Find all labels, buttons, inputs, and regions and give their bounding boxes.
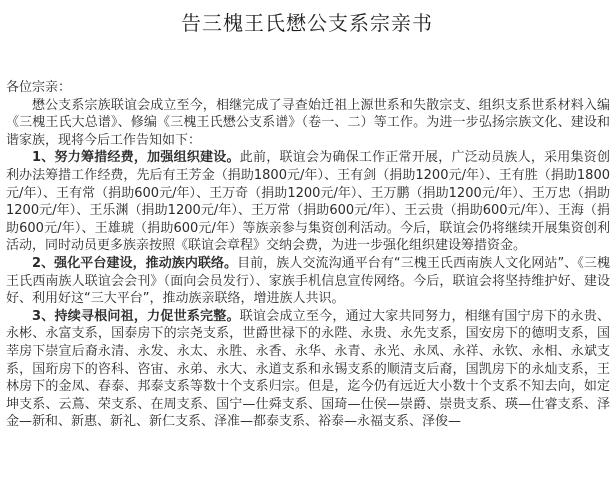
section-paragraph-1 (6, 149, 610, 255)
section-paragraph-3 (6, 308, 610, 431)
document-title: 告三槐王氏懋公支系宗亲书 (181, 11, 433, 35)
document-body (6, 79, 610, 431)
section-paragraph-2 (6, 255, 610, 308)
intro-paragraph: 懋公支系宗族联谊会成立至今，相继完成了寻查始迁祖上源世系和失散宗支、组织支系世系材料入编《三槐王氏大总谱》、修编《三槐王氏懋公支系谱》（卷一、二）等工作。为进一步弘扬宗族文化、建设和谐家族，现将今后工作告知如下： (6, 97, 610, 148)
salutation: 各位宗亲： (6, 80, 72, 95)
section-text-2: 目前，族人交流沟通平台有“三槐王氏西南族人文化网站”、《三槐王氏西南族人联谊会会刊》（面向会员发行）、家族手机信息宣传网络。今后，联谊会将坚持维护好、建设好、利用好这“三大平台”，推动族亲联络，增进族人共识。 (6, 255, 610, 307)
section-text-3: 联谊会成立至今，通过大家共同努力，相继有国宁房下的永贵、永彬、永富支系，国泰房下的宗尧支系，世爵世禄下的永陛、永贵、永先支系，国安房下的德明支系，国莘房下崇宣后裔永清、永发、永太、永胜、永香、永华、永青、永光、永凤、永祥、永钦、永相、永斌支系，国珩房下的咨科、咨宙、永弟、永大、永道支系和永锡支系的顺清支后裔，国凯房下的永灿支系，王林房下的金凤、春泰、邦泰支系等数十个支系归宗。但是，迄今仍有远近大小数十个支系不知去向，如定坤支系、云蔦、荣支系、在周支系、国宁—仕舜支系、国琦—仕侯—崇爵、崇贵支系、瑛—仕睿支系、泽金—新和、新惠、新礼、新仁支系、泽准—都泰支系、裕泰—永福支系、泽俊— (6, 308, 610, 430)
section-text-1: 此前，联谊会为确保工作正常开展，广泛动员族人，采用集资创利办法筹措工作经费，先后有王芳金（捐助1800元/年）、王有剑（捐助1200元/年）、王有胜（捐助1800元/年）、王有常（捐助600元/年）、王万奇（捐助1200元/年）、王万鹏（捐助1200元/年）、王万忠（捐助1200元/年）、王乐渊（捐助1200元/年）、王万常（捐助600元/年）、王云贵（捐助600元/年）、王海（捐助600元/年）、王雄琥（捐助600元/年）等族亲参与集资创利活动。今后，联谊会仍将继续开展集资创利活动，同时动员更多族亲按照《联谊会章程》交纳会费，为进一步强化组织建设筹措资金。 (6, 150, 610, 254)
section-heading-2: 2、强化平台建设，推动族内联络。 (32, 255, 238, 271)
section-heading-3: 3、持续寻根问祖，力促世系完整。 (32, 308, 240, 324)
section-heading-1: 1、努力筹措经费，加强组织建设。 (32, 150, 240, 166)
